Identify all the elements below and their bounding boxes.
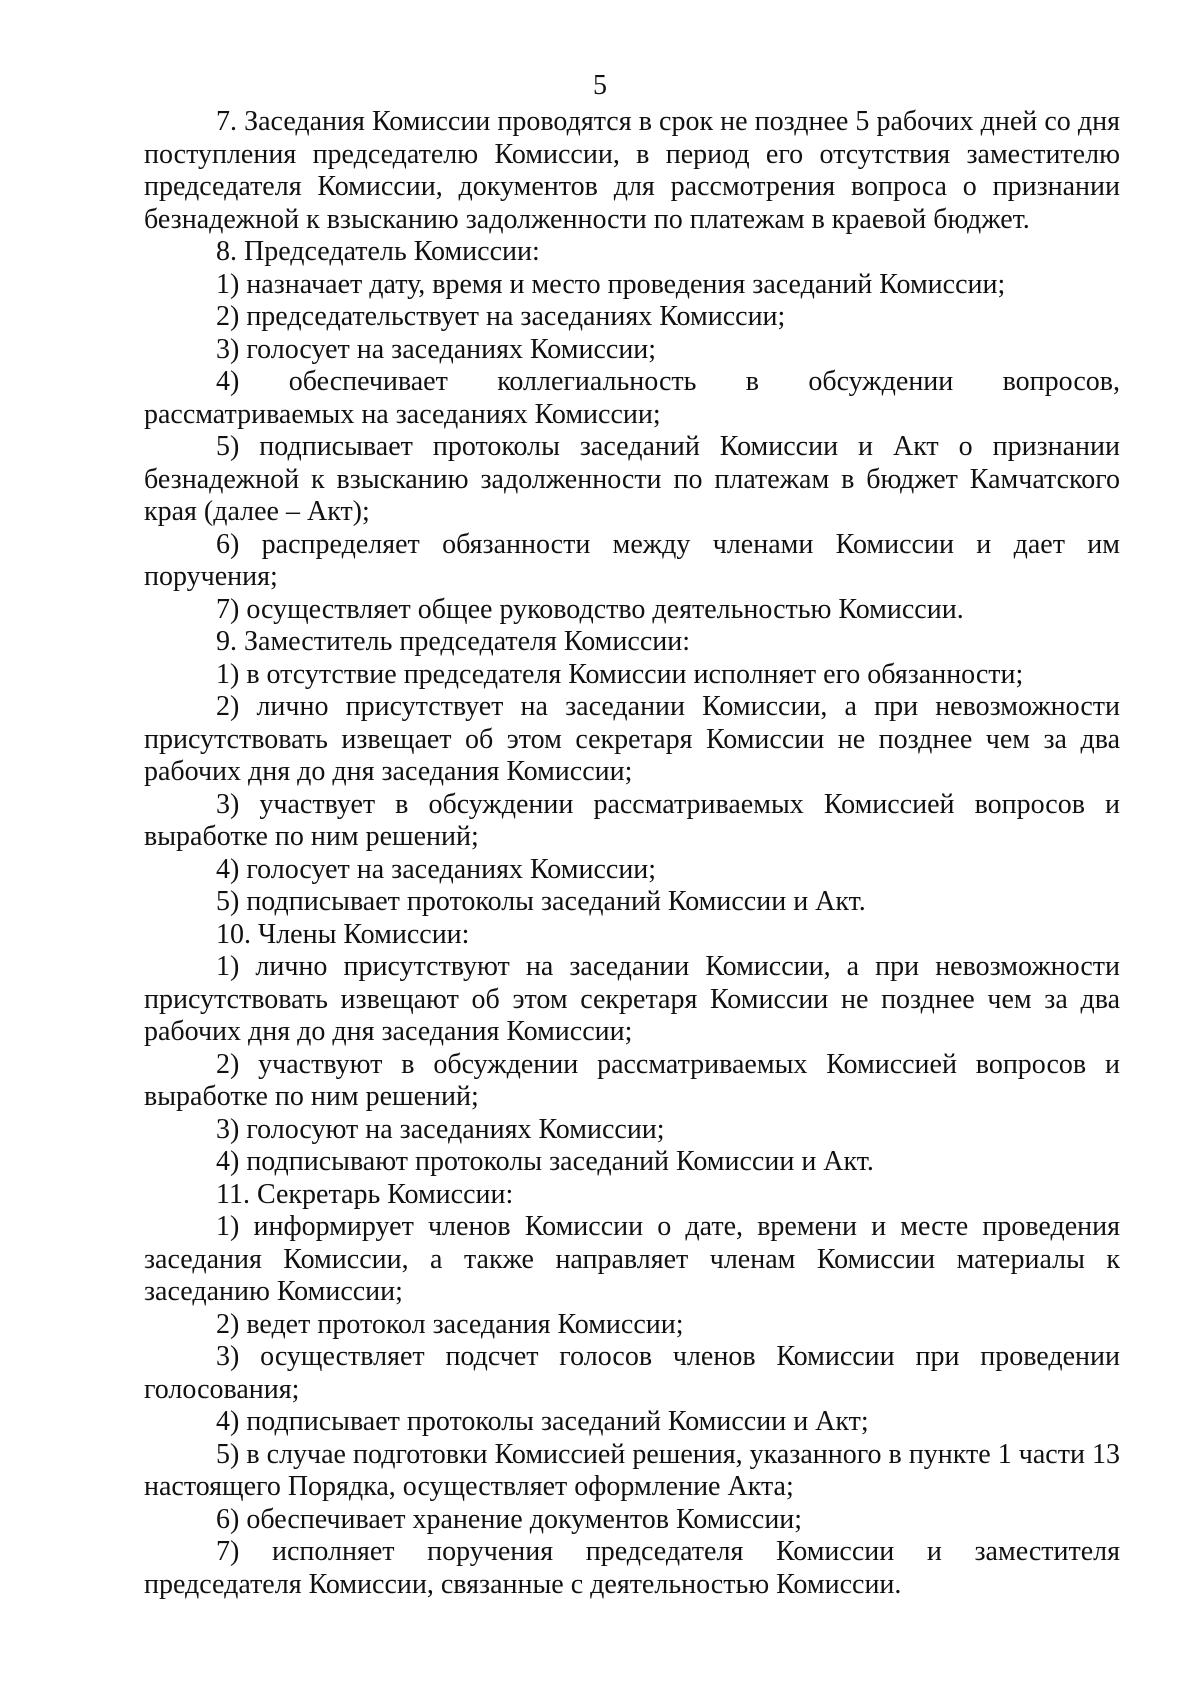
list-item: 4) голосует на заседаниях Комиссии; bbox=[216, 853, 657, 885]
list-item: 3) осуществляет подсчет голосов членов Комиссии при проведении голосования; bbox=[144, 1341, 1120, 1405]
paragraph-7: 7. Заседания Комиссии проводятся в срок не позднее 5 рабочих дней со дня поступления председателю Комиссии, в период его отсутствия заместителю председателя Комиссии, документов для рассмотрения вопроса о признании безнадежной к взысканию задолженности по платежам в краевой бюджет. bbox=[144, 106, 1120, 235]
list-item: 7) исполняет поручения председателя Комиссии и заместителя председателя Комиссии, связанные с деятельностью Комиссии. bbox=[144, 1536, 1120, 1600]
list-item: 4) обеспечивает коллегиальность в обсуждении вопросов, рассматриваемых на заседаниях Комиссии; bbox=[144, 366, 1120, 430]
list-item: 3) участвует в обсуждении рассматриваемых Комиссией вопросов и выработке по ним решений; bbox=[144, 788, 1120, 852]
list-item: 5) в случае подготовки Комиссией решения, указанного в пункте 1 части 13 настоящего Порядка, осуществляет оформление Акта; bbox=[144, 1438, 1120, 1502]
list-item: 4) подписывают протоколы заседаний Комиссии и Акт. bbox=[216, 1146, 874, 1177]
list-item: 6) обеспечивает хранение документов Комиссии; bbox=[216, 1503, 803, 1535]
list-item: 1) назначает дату, время и место проведения заседаний Комиссии; bbox=[216, 268, 1006, 300]
list-item: 1) информирует членов Комиссии о дате, времени и месте проведения заседания Комиссии, а также направляет членам Комиссии материалы к заседанию Комиссии; bbox=[144, 1211, 1120, 1307]
page-number: 5 bbox=[593, 70, 607, 101]
paragraph-11-heading: 11. Секретарь Комиссии: bbox=[216, 1178, 514, 1210]
list-item: 2) ведет протокол заседания Комиссии; bbox=[216, 1308, 684, 1340]
list-item: 2) председательствует на заседаниях Комиссии; bbox=[216, 301, 786, 332]
list-item: 7) осуществляет общее руководство деятельностью Комиссии. bbox=[216, 593, 964, 625]
list-item: 3) голосуют на заседаниях Комиссии; bbox=[216, 1113, 665, 1145]
paragraph-8-heading: 8. Председатель Комиссии: bbox=[216, 236, 540, 267]
list-item: 1) в отсутствие председателя Комиссии исполняет его обязанности; bbox=[216, 658, 1024, 690]
list-item: 3) голосует на заседаниях Комиссии; bbox=[216, 333, 657, 365]
list-item: 2) лично присутствует на заседании Комиссии, а при невозможности присутствовать извещает об этом секретаря Комиссии не позднее чем за два рабочих дня до дня заседания Комиссии; bbox=[144, 691, 1120, 787]
paragraph-9-heading: 9. Заместитель председателя Комиссии: bbox=[216, 626, 690, 657]
document-body bbox=[144, 106, 1120, 1601]
list-item: 2) участвуют в обсуждении рассматриваемых Комиссией вопросов и выработке по ним решений; bbox=[144, 1048, 1120, 1112]
paragraph-10-heading: 10. Члены Комиссии: bbox=[216, 918, 470, 950]
list-item: 1) лично присутствуют на заседании Комиссии, а при невозможности присутствовать извещают об этом секретаря Комиссии не позднее чем за два рабочих дня до дня заседания Комиссии; bbox=[144, 951, 1120, 1047]
list-item: 5) подписывает протоколы заседаний Комиссии и Акт о признании безнадежной к взысканию задолженности по платежам в бюджет Камчатского края (далее – Акт); bbox=[144, 431, 1120, 527]
list-item: 5) подписывает протоколы заседаний Комиссии и Акт. bbox=[216, 886, 866, 917]
list-item: 4) подписывает протоколы заседаний Комиссии и Акт; bbox=[216, 1406, 869, 1437]
list-item: 6) распределяет обязанности между членами Комиссии и дает им поручения; bbox=[144, 528, 1120, 592]
